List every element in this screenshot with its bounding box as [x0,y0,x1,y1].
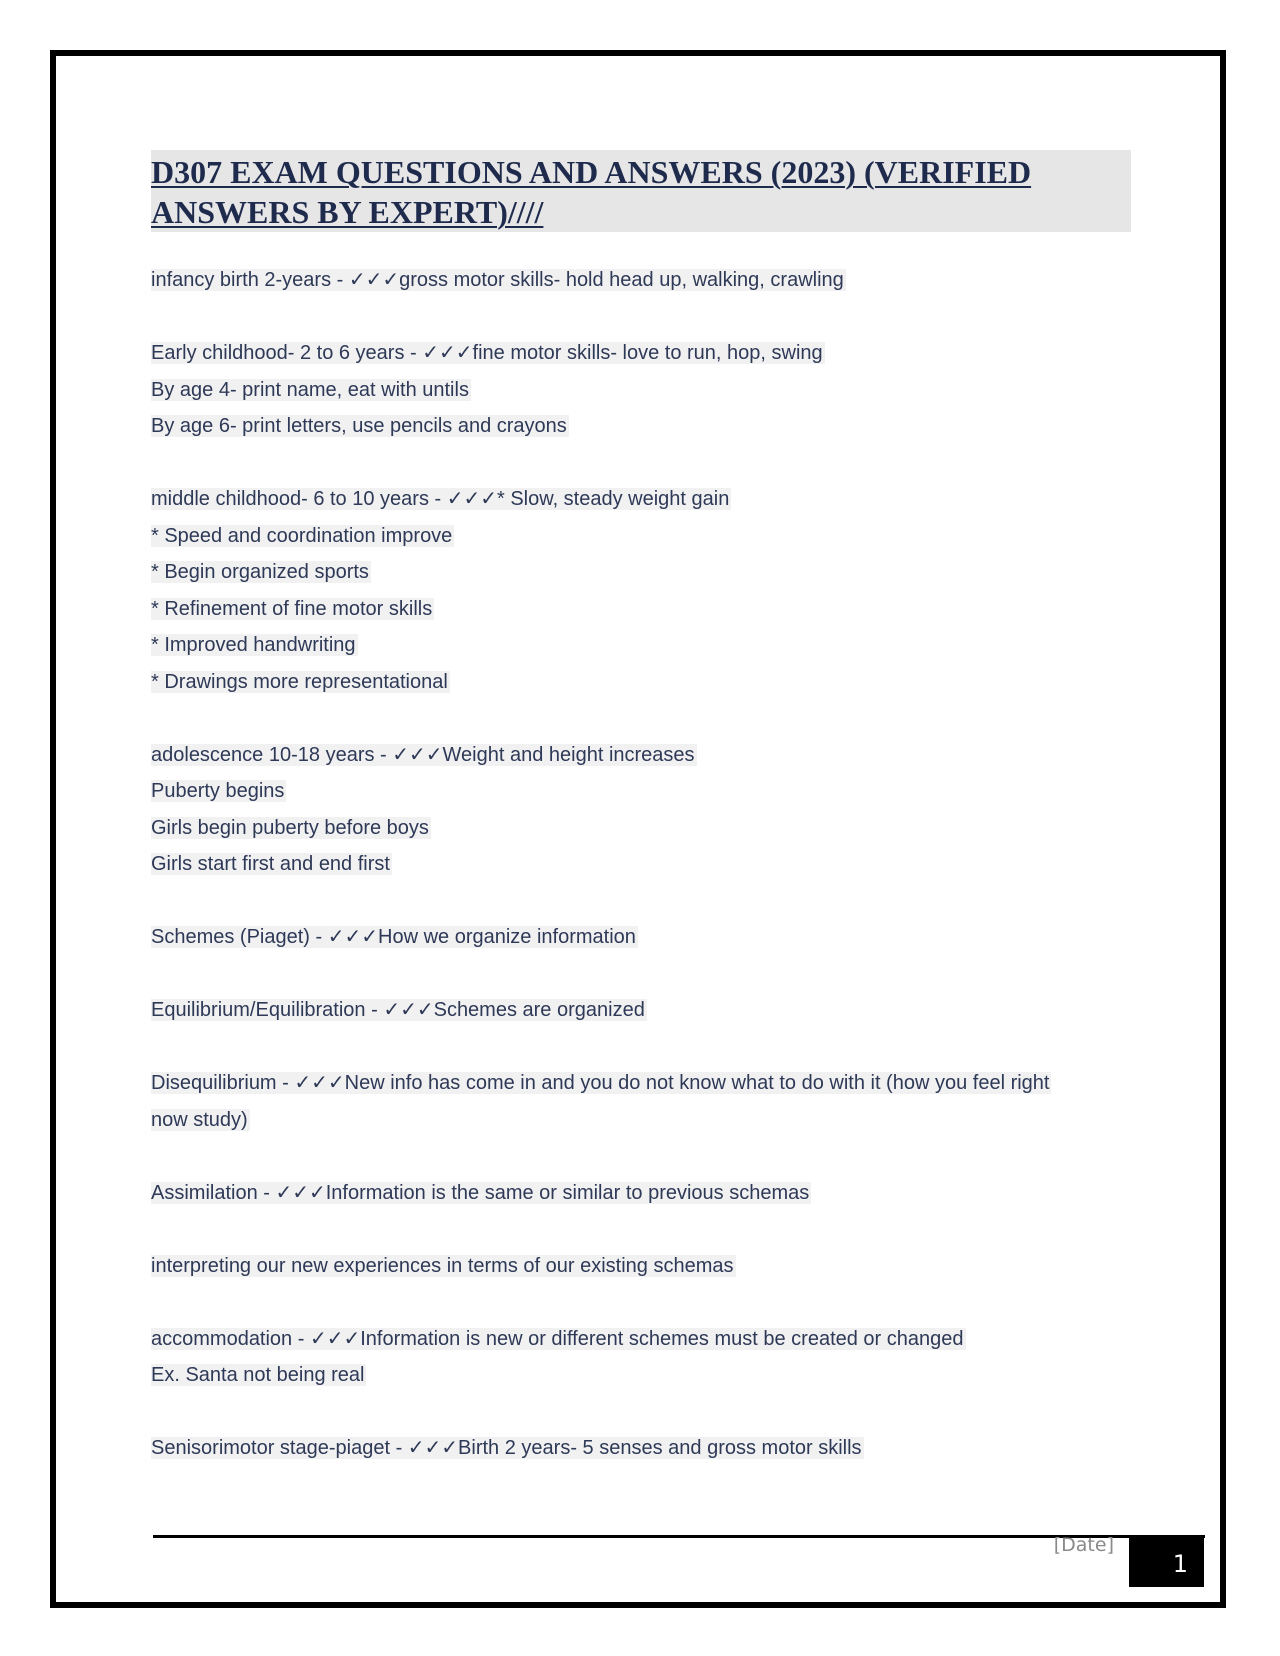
text-line-content: Early childhood- 2 to 6 years - ✓✓✓fine motor skills- love to run, hop, swing [151,342,823,364]
document-body [151,262,1131,1467]
text-line-content: accommodation - ✓✓✓Information is new or different schemes must be created or changed [151,1327,964,1350]
text-line [151,1248,1131,1285]
text-line [151,1430,1131,1467]
text-line [151,846,1131,883]
text-line [151,372,1131,409]
text-line [151,591,1131,628]
text-line [151,664,1131,701]
text-line-content: Girls begin puberty before boys [151,816,429,839]
text-line [151,1321,1131,1358]
text-line-content: interpreting our new experiences in terms of our existing schemas [151,1254,734,1277]
text-line-content: Puberty begins [151,780,285,802]
text-line [151,810,1131,847]
text-line [151,481,1131,518]
blank-line [151,1284,1131,1321]
text-line [151,408,1131,445]
text-line [151,773,1131,810]
footer-divider [153,1535,1205,1538]
blank-line [151,1029,1131,1066]
blank-line [151,445,1131,482]
text-line-content: Assimilation - ✓✓✓Information is the same or similar to previous schemas [151,1181,810,1204]
title-line-1: D307 EXAM QUESTIONS AND ANSWERS (2023) (VERIFIED [151,154,1032,190]
blank-line [151,299,1131,336]
blank-line [151,1394,1131,1431]
text-line [151,518,1131,555]
text-line-content: infancy birth 2-years - ✓✓✓gross motor skills- hold head up, walking, crawling [151,269,844,291]
text-line-content: Schemes (Piaget) - ✓✓✓How we organize information [151,926,636,948]
document-content [151,150,1131,1467]
title-line-2: ANSWERS BY EXPERT)//// [151,194,544,230]
text-line [151,919,1131,956]
text-line [151,1357,1131,1394]
text-line-content: now study) [151,1108,248,1131]
text-line-content: middle childhood- 6 to 10 years - ✓✓✓* Slow, steady weight gain [151,488,730,510]
text-line [151,335,1131,372]
text-line-content: * Refinement of fine motor skills [151,597,433,620]
text-line [151,554,1131,591]
text-line [151,1175,1131,1212]
text-line-content: Disequilibrium - ✓✓✓New info has come in and you do not know what to do with it (how you feel right [151,1072,1050,1094]
page-number-box [1129,1535,1204,1587]
text-line [151,627,1131,664]
text-line-content: * Begin organized sports [151,561,369,583]
text-line-content: adolescence 10-18 years - ✓✓✓Weight and height increases [151,743,695,766]
text-line-content: * Improved handwriting [151,634,356,656]
text-line-content: * Speed and coordination improve [151,524,453,547]
text-line-content: Ex. Santa not being real [151,1364,365,1386]
blank-line [151,700,1131,737]
document-title [151,150,1131,232]
text-line [151,1065,1131,1102]
text-line-content: * Drawings more representational [151,670,448,693]
text-line-content: Senisorimotor stage-piaget - ✓✓✓Birth 2 years- 5 senses and gross motor skills [151,1437,862,1459]
text-line-content: By age 4- print name, eat with untils [151,378,469,401]
text-line [151,992,1131,1029]
blank-line [151,1138,1131,1175]
blank-line [151,956,1131,993]
text-line-content: Girls start first and end first [151,853,390,875]
page-number: 1 [1172,1550,1188,1578]
text-line-content: Equilibrium/Equilibration - ✓✓✓Schemes are organized [151,999,645,1021]
text-line [151,1102,1131,1139]
blank-line [151,1211,1131,1248]
text-line-content: By age 6- print letters, use pencils and crayons [151,415,567,437]
blank-line [151,883,1131,920]
text-line [151,737,1131,774]
text-line [151,262,1131,299]
footer-date-placeholder: [Date] [1053,1534,1114,1556]
